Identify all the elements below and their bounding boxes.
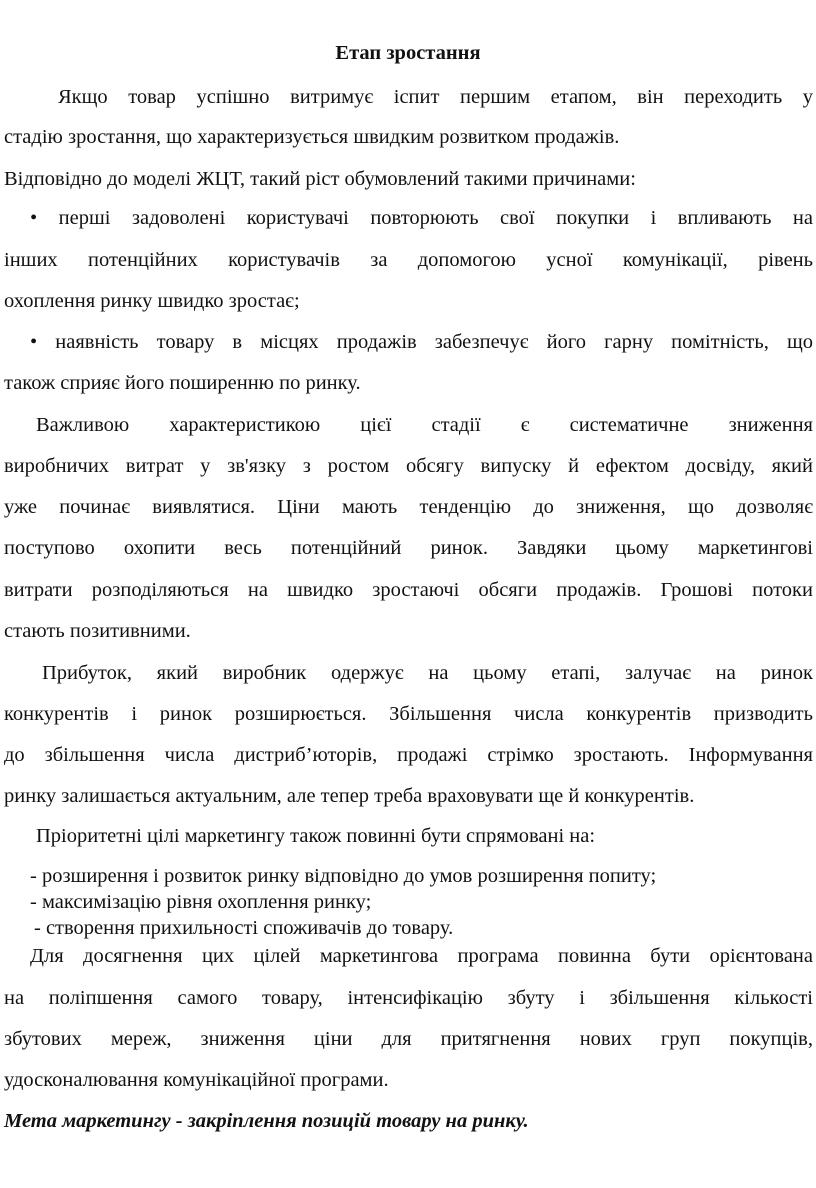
dash-item: - розширення і розвиток ринку відповідно до умов розширення попиту; xyxy=(30,865,657,887)
bullet-item-line: • перші задоволені користувачі повторюють свої покупки і впливають на xyxy=(30,207,813,229)
page-title: Етап зростання xyxy=(335,42,481,64)
paragraph-line: Відповідно до моделі ЖЦТ, такий ріст обумовлений такими причинами: xyxy=(4,168,636,190)
paragraph-line: ринку залишається актуальним, але тепер треба враховувати ще й конкурентів. xyxy=(4,785,695,807)
paragraph-line: Якщо товар успішно витримує іспит першим етапом, він переходить у xyxy=(58,86,813,108)
paragraph-line: удосконалювання комунікаційної програми. xyxy=(4,1069,389,1091)
paragraph-line: конкурентів і ринок розширюється. Збільшення числа конкурентів призводить xyxy=(4,703,813,725)
paragraph-line: до збільшення числа дистриб’юторів, продажі стрімко зростають. Інформування xyxy=(4,744,813,766)
paragraph-line: Пріоритетні цілі маркетингу також повинні бути спрямовані на: xyxy=(36,825,596,847)
paragraph-line: Важливою характеристикою цієї стадії є систематичне зниження xyxy=(36,414,813,436)
paragraph-line: поступово охопити весь потенційний ринок. Завдяки цьому маркетингові xyxy=(4,537,813,559)
dash-item: - максимізацію рівня охоплення ринку; xyxy=(30,891,372,913)
paragraph-line: стадію зростання, що характеризується швидким розвитком продажів. xyxy=(4,126,620,148)
paragraph-line: витрати розподіляються на швидко зростаючі обсяги продажів. Грошові потоки xyxy=(4,579,813,601)
paragraph-line: збутових мереж, зниження ціни для притягнення нових груп покупців, xyxy=(4,1028,813,1050)
bullet-item-line: також сприяє його поширенню по ринку. xyxy=(4,372,361,394)
dash-item: - створення прихильності споживачів до товару. xyxy=(34,917,454,939)
bullet-item-line: • наявність товару в місцях продажів забезпечує його гарну помітність, що xyxy=(30,331,813,353)
paragraph-line: Прибуток, який виробник одержує на цьому етапі, залучає на ринок xyxy=(42,662,813,684)
bullet-item-line: охоплення ринку швидко зростає; xyxy=(4,290,300,312)
paragraph-line: Для досягнення цих цілей маркетингова програма повинна бути орієнтована xyxy=(30,945,813,967)
paragraph-line: стають позитивними. xyxy=(4,620,191,642)
paragraph-line: уже починає виявлятися. Ціни мають тенденцію до зниження, що дозволяє xyxy=(4,496,813,518)
marketing-goal: Мета маркетингу - закріплення позицій товару на ринку. xyxy=(4,1110,529,1132)
paragraph-line: на поліпшення самого товару, інтенсифікацію збуту і збільшення кількості xyxy=(4,987,813,1009)
bullet-item-line: інших потенційних користувачів за допомогою усної комунікації, рівень xyxy=(4,249,813,271)
paragraph-line: виробничих витрат у зв'язку з ростом обсягу випуску й ефектом досвіду, який xyxy=(4,455,813,477)
